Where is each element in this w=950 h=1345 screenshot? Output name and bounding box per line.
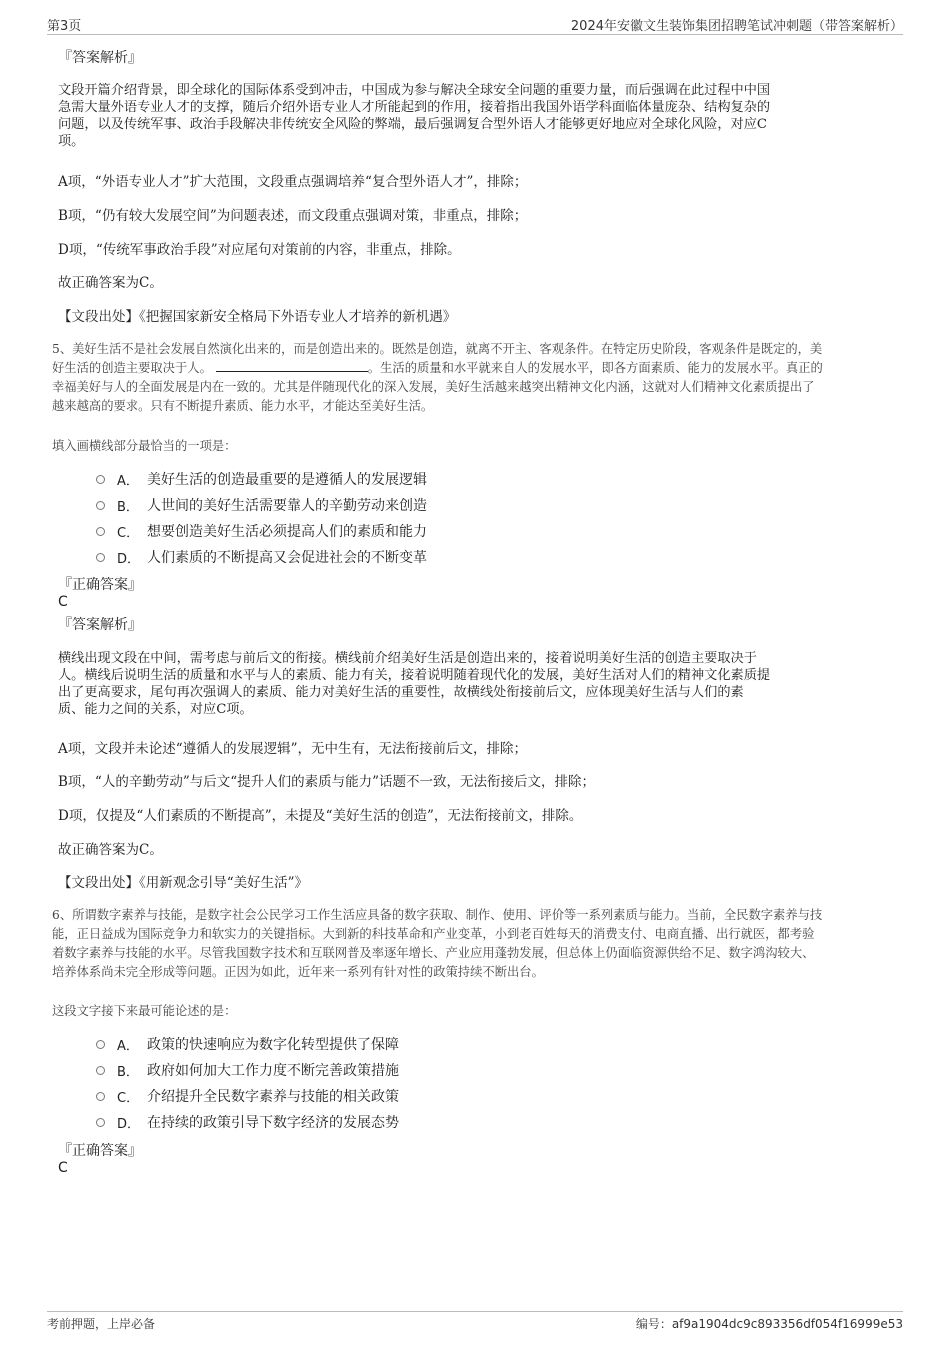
- option-letter: D．: [117, 551, 141, 567]
- footer-slogan: 考前押题，上岸必备: [47, 1317, 156, 1331]
- correct-answer: C: [58, 1160, 68, 1176]
- source: 【文段出处】《用新观念引导“美好生活”》: [58, 875, 309, 891]
- elimination-d: D项，仅提及“人们素质的不断提高”，未提及“美好生活的创造”，无法衔接前文，排除。: [58, 808, 583, 824]
- option-letter: B．: [117, 499, 139, 515]
- radio-icon[interactable]: [96, 1092, 105, 1101]
- elimination-b: B项，“仍有较大发展空间”为问题表述，而文段重点强调对策，非重点，排除；: [58, 208, 528, 224]
- analysis-label: 『答案解析』: [58, 50, 142, 66]
- option-b[interactable]: [96, 494, 427, 516]
- question-6-stem: [52, 906, 894, 982]
- option-text: 想要创造美好生活必须提高人们的素质和能力: [147, 524, 427, 540]
- analysis-text: [58, 650, 890, 718]
- analysis-line: 问题，以及传统军事、政治手段解决非传统安全风险的弊端，最后强调复合型外语人才能够更好地应对全球化风险，对应C: [58, 117, 768, 132]
- option-text: 在持续的政策引导下数字经济的发展态势: [147, 1115, 399, 1131]
- page-number: 第3页: [47, 19, 82, 34]
- question-5-stem: [52, 340, 894, 416]
- page-footer: [47, 1311, 903, 1332]
- option-letter: A．: [117, 473, 139, 489]
- option-c[interactable]: [96, 1085, 399, 1107]
- analysis-label: 『答案解析』: [58, 617, 142, 633]
- analysis-line: 出了更高要求，尾句再次强调人的素质、能力对美好生活的重要性，故横线处衔接前后文，应体现美好生活与人们的素: [58, 685, 744, 700]
- question-5-options: [96, 468, 427, 568]
- analysis-line: 质、能力之间的关系，对应C项。: [58, 702, 253, 717]
- option-a[interactable]: [96, 1033, 399, 1055]
- question-line: 能，正日益成为国际竞争力和软实力的关键指标。大到新的科技革命和产业变革，小到老百姓每天的消费支付、电商直播、出行就医，都考验: [52, 927, 815, 941]
- option-text: 政府如何加大工作力度不断完善政策措施: [147, 1063, 399, 1079]
- fill-blank: [216, 359, 368, 372]
- document-code: 编号：af9a1904dc9c893356df054f16999e53: [635, 1317, 903, 1331]
- question-line: 培养体系尚未完全形成等问题。正因为如此，近年来一系列有针对性的政策持续不断出台。: [52, 965, 544, 979]
- question-6-options: [96, 1033, 399, 1133]
- option-letter: A．: [117, 1038, 139, 1054]
- question-5-prompt: 填入画横线部分最恰当的一项是：: [52, 439, 237, 453]
- option-text: 人世间的美好生活需要靠人的辛勤劳动来创造: [147, 498, 427, 514]
- question-line: 5、美好生活不是社会发展自然演化出来的，而是创造出来的。既然是创造，就离不开主、客观条件。在特定历史阶段，客观条件是既定的，美: [52, 342, 823, 356]
- radio-icon[interactable]: [96, 553, 105, 562]
- analysis-line: 急需大量外语专业人才的支撑，随后介绍外语专业人才所能起到的作用，接着指出我国外语学科面临体量庞杂、结构复杂的: [58, 100, 771, 115]
- option-letter: D．: [117, 1116, 141, 1132]
- analysis-text: [58, 82, 890, 150]
- option-letter: C．: [117, 1090, 140, 1106]
- option-letter: C．: [117, 525, 140, 541]
- option-a[interactable]: [96, 468, 427, 490]
- option-text: 政策的快速响应为数字化转型提供了保障: [147, 1037, 399, 1053]
- option-c[interactable]: [96, 520, 427, 542]
- option-letter: B．: [117, 1064, 139, 1080]
- question-line: 越来越高的要求。只有不断提升素质、能力水平，才能达至美好生活。: [52, 399, 434, 413]
- question-text: 好生活的创造主要取决于人。: [52, 361, 212, 375]
- page-header: [47, 12, 903, 35]
- radio-icon[interactable]: [96, 1118, 105, 1127]
- analysis-line: 文段开篇介绍背景，即全球化的国际体系受到冲击，中国成为参与解决全球安全问题的重要力量，而后强调在此过程中中国: [58, 83, 771, 98]
- option-d[interactable]: [96, 1111, 399, 1133]
- correct-answer: C: [58, 594, 68, 610]
- analysis-line: 项。: [58, 134, 85, 149]
- analysis-line: 人。横线后说明生活的质量和水平与人的素质、能力有关，接着说明随着现代化的发展，美好生活对人们的精神文化素质提: [58, 668, 771, 683]
- conclusion: 故正确答案为C。: [58, 842, 163, 858]
- radio-icon[interactable]: [96, 1066, 105, 1075]
- option-text: 美好生活的创造最重要的是遵循人的发展逻辑: [147, 472, 427, 488]
- analysis-line: 横线出现文段在中间，需考虑与前后文的衔接。横线前介绍美好生活是创造出来的，接着说明美好生活的创造主要取决于: [58, 651, 757, 666]
- conclusion: 故正确答案为C。: [58, 275, 163, 291]
- elimination-a: A项，文段并未论述“遵循人的发展逻辑”，无中生有，无法衔接前后文，排除；: [58, 741, 528, 757]
- radio-icon[interactable]: [96, 475, 105, 484]
- radio-icon[interactable]: [96, 527, 105, 536]
- elimination-b: B项，“人的辛勤劳动”与后文“提升人们的素质与能力”话题不一致，无法衔接后文，排除；: [58, 774, 596, 790]
- answer-label: 『正确答案』: [58, 577, 142, 593]
- radio-icon[interactable]: [96, 501, 105, 510]
- answer-label: 『正确答案』: [58, 1143, 142, 1159]
- radio-icon[interactable]: [96, 1040, 105, 1049]
- question-6-prompt: 这段文字接下来最可能论述的是：: [52, 1004, 237, 1018]
- option-text: 人们素质的不断提高又会促进社会的不断变革: [147, 550, 427, 566]
- question-line: 6、所谓数字素养与技能，是数字社会公民学习工作生活应具备的数字获取、制作、使用、评价等一系列素质与能力。当前，全民数字素养与技: [52, 908, 823, 922]
- question-line: [52, 359, 894, 378]
- option-text: 介绍提升全民数字素养与技能的相关政策: [147, 1089, 399, 1105]
- question-line: 幸福美好与人的全面发展是内在一致的。尤其是伴随现代化的深入发展，美好生活越来越突出精神文化内涵，这就对人们精神文化素质提出了: [52, 380, 815, 394]
- question-line: 着数字素养与技能的水平。尽管我国数字技术和互联网普及率逐年增长、产业应用蓬勃发展，但总体上仍面临资源供给不足、数字鸿沟较大、: [52, 946, 815, 960]
- option-d[interactable]: [96, 546, 427, 568]
- document-title: 2024年安徽文生装饰集团招聘笔试冲刺题（带答案解析）: [570, 19, 903, 34]
- source: 【文段出处】《把握国家新安全格局下外语专业人才培养的新机遇》: [58, 309, 457, 325]
- elimination-a: A项，“外语专业人才”扩大范围，文段重点强调培养“复合型外语人才”，排除；: [58, 174, 528, 190]
- option-b[interactable]: [96, 1059, 399, 1081]
- question-text: 。生活的质量和水平就来自人的发展水平，即各方面素质、能力的发展水平。真正的: [367, 361, 823, 375]
- elimination-d: D项，“传统军事政治手段”对应尾句对策前的内容，非重点，排除。: [58, 242, 461, 258]
